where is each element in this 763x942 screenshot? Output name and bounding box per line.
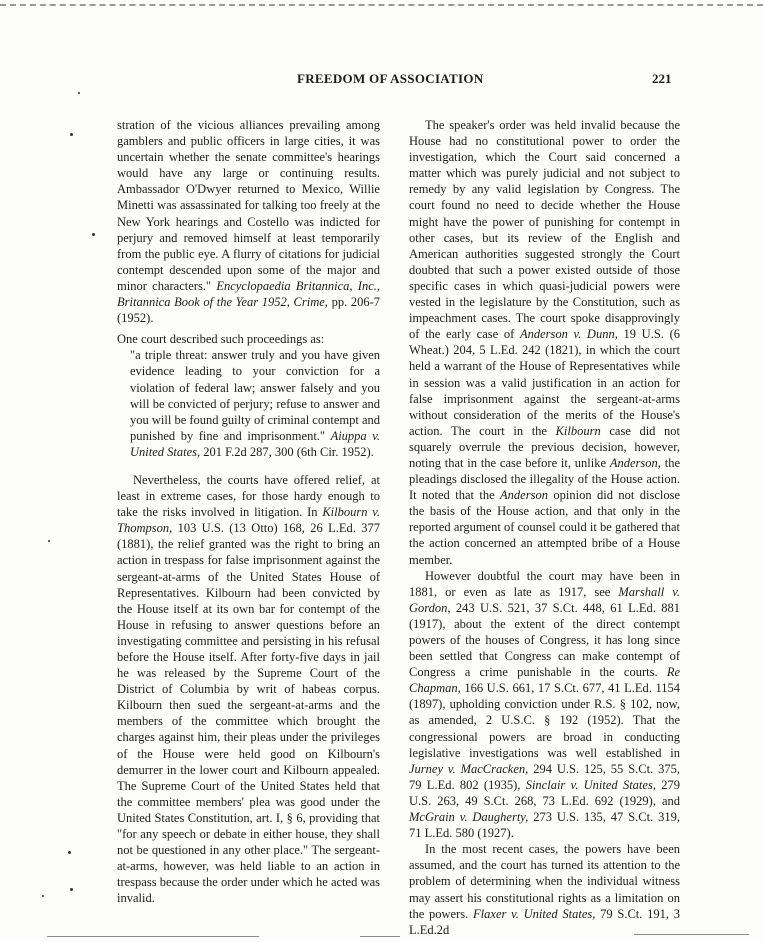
scan-top-border [0,4,763,6]
left-paragraph-2: One court described such proceedings as: [117,332,325,347]
scan-speck [92,233,95,236]
scan-speck [78,92,80,94]
scan-speck [42,895,44,897]
case-name: Sinclair v. United States, [525,777,656,792]
case-name: Anderson, [609,455,661,470]
left-paragraph-1: stration of the vicious alliances prevailing among gamblers and public officers in large cities, it was uncertain whether the senate committee's hearings would have any large or continuing results. Ambassador O'Dwyer returned to Mexico, Willie Minetti was assassinated for talking too freely at the New York hearings and Costello was indicted for perjury and removed himself at least temporarily from the public eye. A flurry of citations for judicial contempt descended upon some of the major and minor characters." Encyclopaedia Britannica, Inc., Britannica Book of the Year 1952, Crime, pp. 206-7 (1952). [117,118,381,326]
case-name: Flaxer v. United States, [473,906,596,921]
scan-bottom-line [47,936,259,937]
scan-speck [70,133,73,136]
left-paragraph-3: Nevertheless, the courts have offered relief, at least in extreme cases, for those hardy enough to take the risks involved in litigation. In Kilbourn v. Thompson, 103 U.S. (13 Otto) 168, 26 L.Ed. 377 (1881), the relief granted was the right to bring an action in trespass for false imprisonment against the sergeant-at-arms of the United States House of Representatives. Kilbourn had been convicted by the House itself at its own bar for contempt of the House in refusing to answer questions before an investigating committee and persisting in his refusal before the House itself. After forty-five days in jail he was released by the Supreme Court of the District of Columbia by writ of habeas corpus. Kilbourn then sued the sergeant-at-arms and the members of the committee which brought the charges against him, their pleas under the privileges of the House were held good on Kilbourn's demurrer in the lower court and Kilbourn appealed. The Supreme Court of the United States held that the committee members' plea was good under the United States Constitution, art. I, § 6, providing that "for any speech or debate in either house, they shall not be questioned in any other place." The sergeant-at-arms, however, was held liable to an action in trespass because the order under which he acted was invalid. [117,472,380,906]
page-number: 221 [652,71,672,86]
scan-speck [68,851,71,854]
left-column [117,117,380,907]
case-name: Re Chapman, [409,665,681,696]
case-name: Marshall v. Gordon, [409,584,681,615]
case-name: Jurney v. MacCracken, [409,761,529,776]
right-paragraph-1: The speaker's order was held invalid because the House had no constitutional power to order the investigation, which the Court said concerned a matter which was purely judicial and not subject to remedy by any valid legislation by Congress. The court found no need to decide whether the House might have the power of punishing for contempt in other cases, but its review of the English and American authorities suggested strongly the Court doubted that such a power existed outside of those specific cases in which quasi-judicial powers were vested in the legislature by the Constitution, such as impeachment cases. The court spoke disapprovingly of the early case of Anderson v. Dunn, 19 U.S. (6 Wheat.) 204, 5 L.Ed. 242 (1821), in which the court held a warrant of the House of Representatives while in session was a valid justification in an action for false imprisonment against the sergeant-at-arms without consideration of the merits of the House's action. The court in the Kilbourn case did not squarely overrule the previous decision, however, noting that in the case before it, unlike Anderson, the pleadings disclosed the illegality of the House action. It noted that the Anderson opinion did not disclose the basis of the House action, and that only in the reported argument of counsel could it be gathered that the action concerned an attempted bribe of a House member. [409,118,681,567]
case-name: Kilbourn v. Thompson, [117,505,380,536]
scan-bottom-line [634,934,749,935]
scan-bottom-line [360,936,400,937]
case-name: Kilbourn [555,423,601,438]
quote-citation: Aiuppa v. United States, [130,428,380,459]
right-paragraph-3: In the most recent cases, the powers have been assumed, and the court has turned its attention to the problem of determining when the individual witness may assert his constitutional rights as a limitation on the powers. Flaxer v. United States, 79 S.Ct. 191, 3 L.Ed.2d [409,842,681,937]
right-column [409,117,680,938]
running-header [0,71,763,91]
scan-speck [48,540,50,542]
case-name: Anderson v. Dunn, [519,327,618,342]
right-paragraph-2: However doubtful the court may have been in 1881, or even as late as 1917, see Marshall v. Gordon, 243 U.S. 521, 37 S.Ct. 448, 61 L.Ed. 881 (1917), about the extent of the direct contempt powers of the houses of Congress, it has long since been settled that Congress can make contempt of Congress a crime punishable in the courts. Re Chapman, 166 U.S. 661, 17 S.Ct. 677, 41 L.Ed. 1154 (1897), upholding conviction under R.S. § 102, now, as amended, 2 U.S.C. § 192 (1952). That the congressional powers are broad in conducting legislative investigations was well established in Jurney v. MacCracken, 294 U.S. 125, 55 S.Ct. 375, 79 L.Ed. 802 (1935), Sinclair v. United States, 279 U.S. 263, 49 S.Ct. 268, 73 L.Ed. 692 (1929), and McGrain v. Daugherty, 273 U.S. 135, 47 S.Ct. 319, 71 L.Ed. 580 (1927). [409,568,681,841]
case-name: McGrain v. Daugherty, [409,810,529,825]
case-name: Anderson [500,488,548,503]
scan-speck [70,888,73,891]
block-quote: "a triple threat: answer truly and you have given evidence leading to your conviction for a violation of federal law; answer falsely and you will be convicted of perjury; refuse to answer and you will be found guilty of criminal contempt and punished by fine and imprisonment." Aiuppa v. United States, 201 F.2d 287, 300 (6th Cir. 1952). [130,348,380,459]
citation: Encyclopaedia Britannica, Inc., Britannica Book of the Year 1952, Crime, [117,278,381,310]
running-title: FREEDOM OF ASSOCIATION [297,71,484,86]
